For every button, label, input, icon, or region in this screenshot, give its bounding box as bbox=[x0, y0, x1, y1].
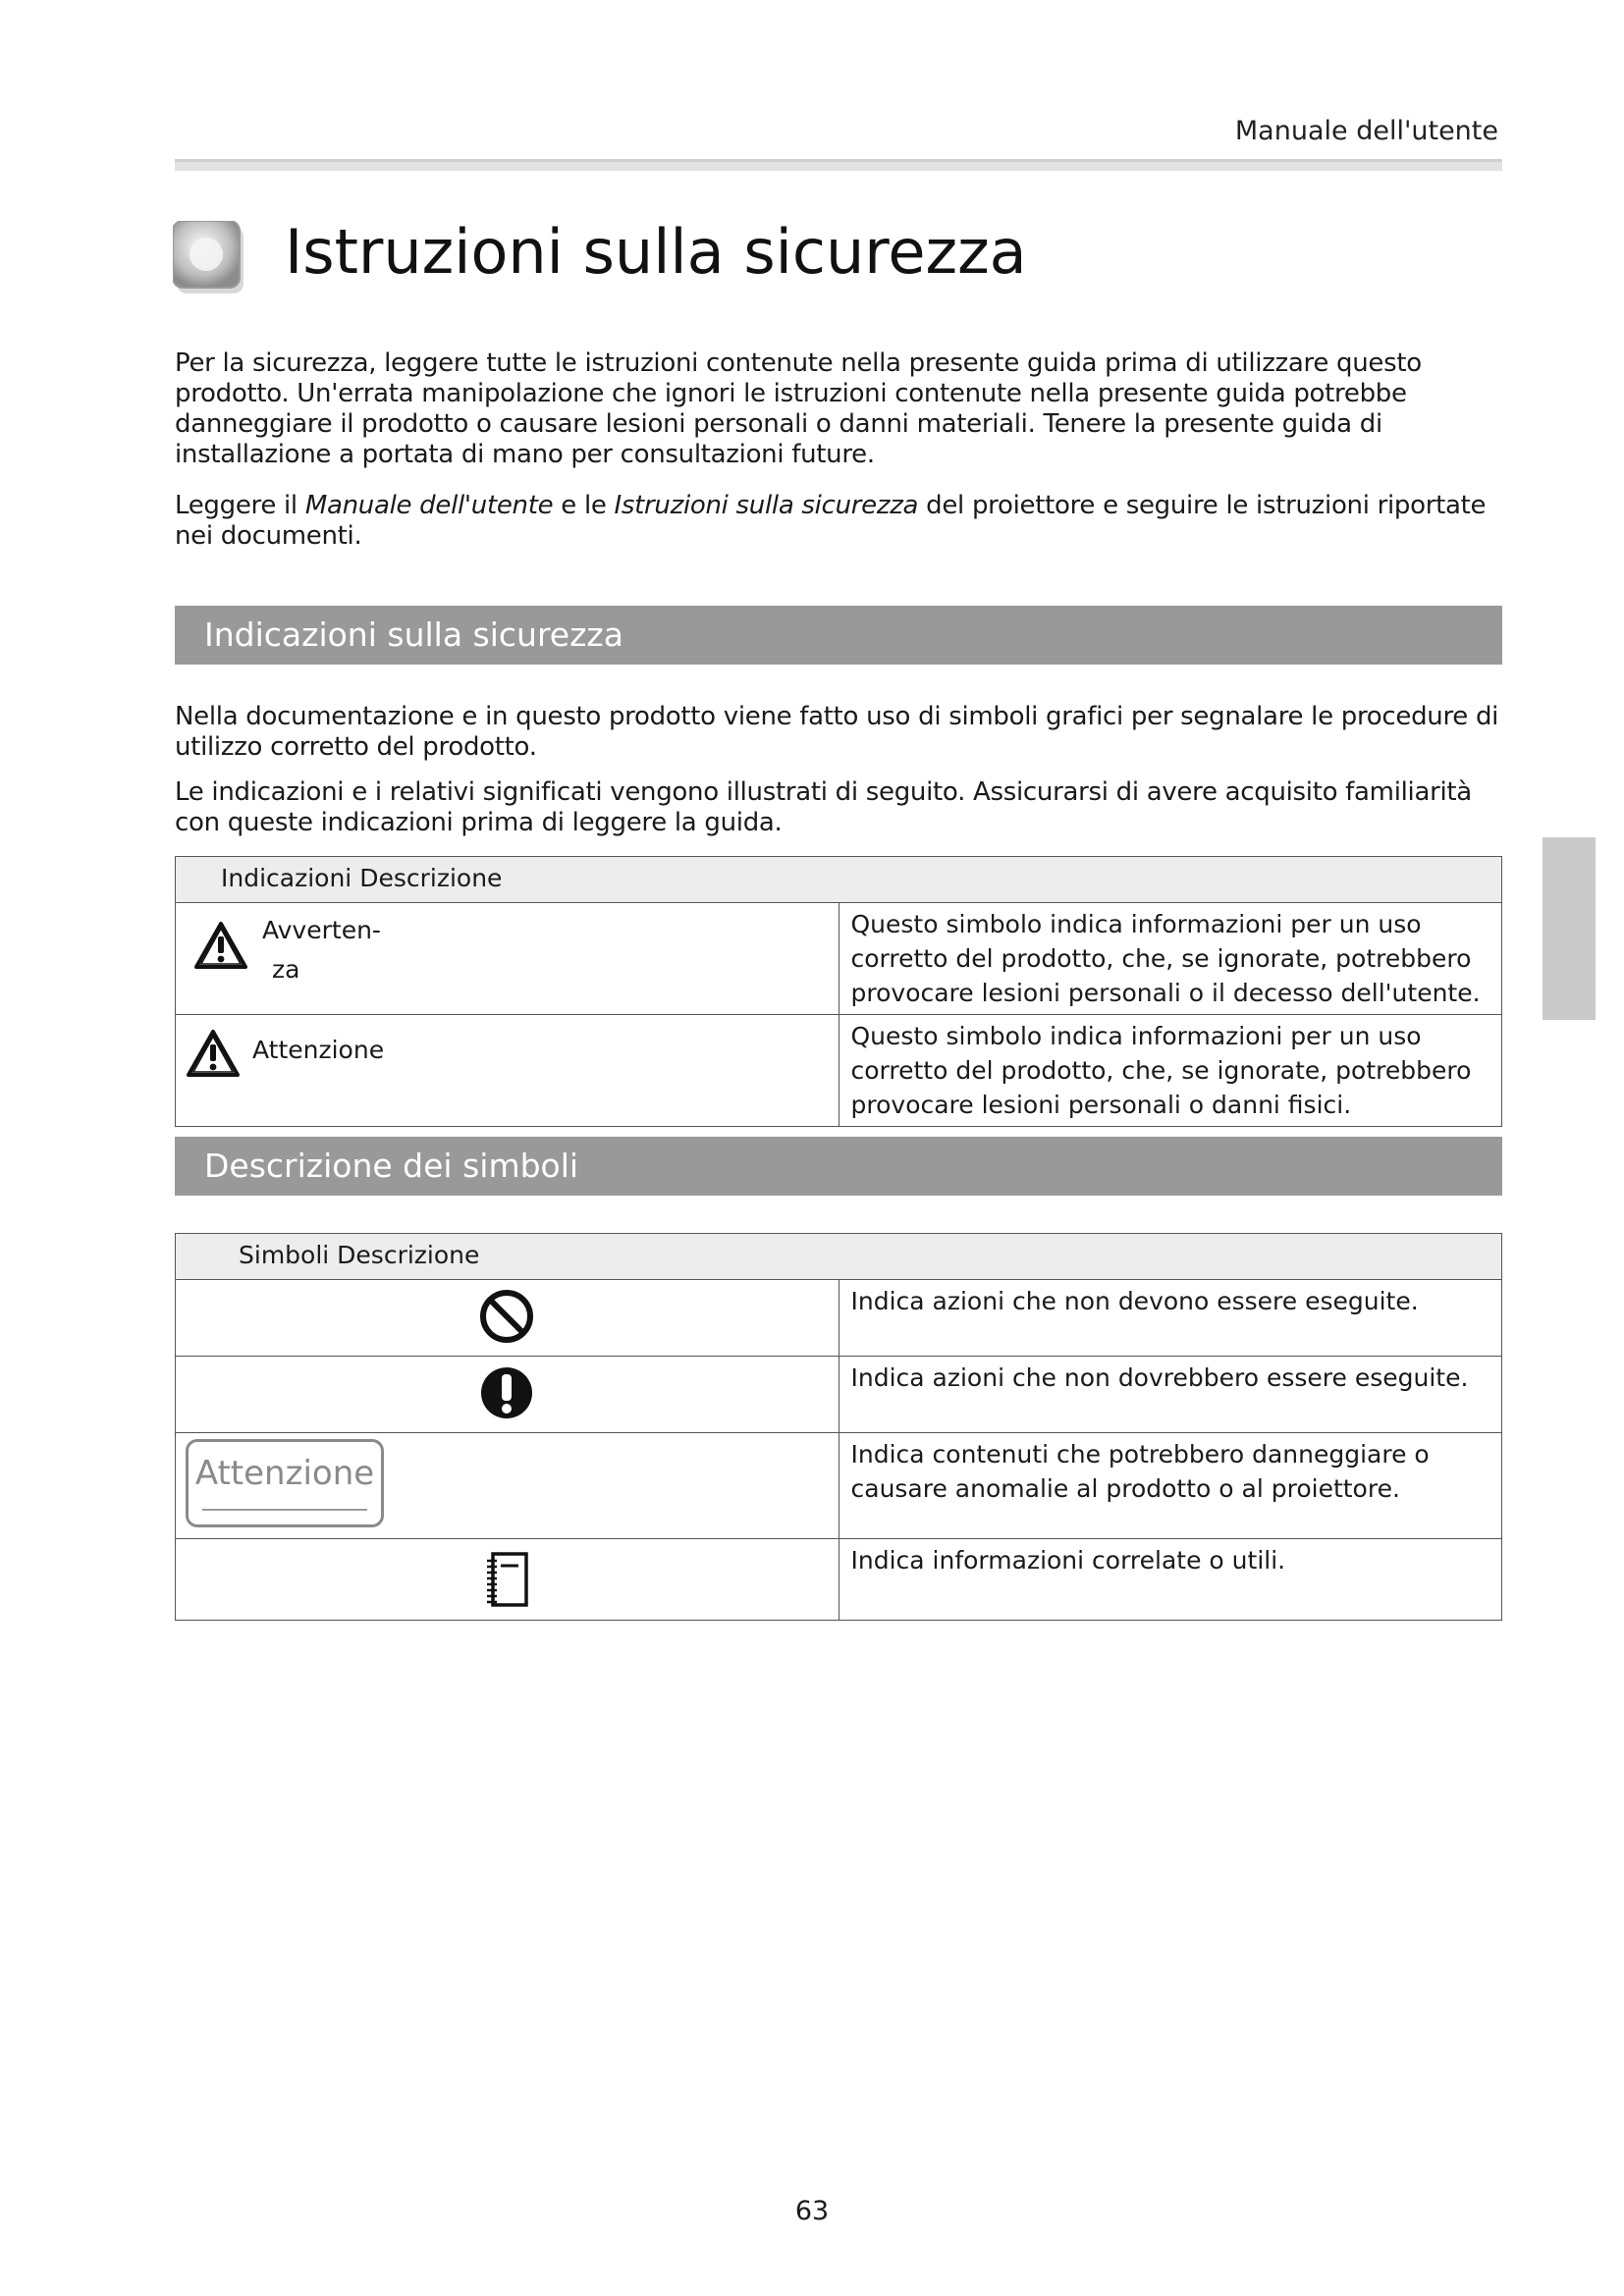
indication-label-line2: za bbox=[272, 955, 300, 984]
caution-box-text: Attenzione bbox=[194, 1454, 375, 1493]
symbols-table bbox=[175, 1233, 1502, 1621]
indication-cell bbox=[176, 903, 839, 1015]
symbol-cell bbox=[176, 1433, 839, 1539]
symbol-cell bbox=[176, 1357, 839, 1433]
chapter-icon bbox=[173, 221, 247, 295]
table-header: Indicazioni Descrizione bbox=[176, 857, 1502, 903]
table-row bbox=[176, 1280, 1502, 1357]
indication-cell bbox=[176, 1015, 839, 1127]
symbol-description: Indica informazioni correlate o utili. bbox=[839, 1539, 1502, 1621]
indication-label: Attenzione bbox=[252, 1036, 385, 1064]
table-row bbox=[176, 1433, 1502, 1539]
symbol-cell bbox=[176, 1280, 839, 1357]
table-header-row bbox=[176, 1234, 1502, 1280]
section1-paragraph-2: Le indicazioni e i relativi significati vengono illustrati di seguito. Assicurarsi di avere acquisito familiarità con queste indicazioni prima di leggere la guida. bbox=[175, 777, 1472, 837]
intro-paragraph-1: Per la sicurezza, leggere tutte le istruzioni contenute nella presente guida prima di utilizzare questo prodotto. Un'errata manipolazione che ignori le istruzioni contenute nella presente guida potrebbe danneggiare il prodotto o causare lesioni personali o danni materiali. Tenere la presente guida di installazione a portata di mano per consultazioni future. bbox=[175, 348, 1422, 469]
page-title: Istruzioni sulla sicurezza bbox=[285, 216, 1027, 288]
running-header: Manuale dell'utente bbox=[1234, 116, 1498, 146]
caution-box-rule bbox=[202, 1509, 367, 1511]
header-rule bbox=[175, 159, 1502, 171]
symbol-cell bbox=[176, 1539, 839, 1621]
table-header-row bbox=[176, 857, 1502, 903]
page-number: 63 bbox=[794, 2196, 830, 2226]
section-heading-safety-indications: Indicazioni sulla sicurezza bbox=[175, 606, 1502, 665]
indications-table bbox=[175, 856, 1502, 1127]
section-heading-symbols: Descrizione dei simboli bbox=[175, 1137, 1502, 1196]
table-row bbox=[176, 1539, 1502, 1621]
warning-triangle-icon bbox=[193, 921, 248, 970]
notebook-icon bbox=[481, 1550, 532, 1609]
prohibited-icon bbox=[479, 1289, 534, 1344]
intro-paragraph-2: Leggere il Manuale dell'utente e le Istruzioni sulla sicurezza del proiettore e seguire le istruzioni riportate nei documenti. bbox=[175, 491, 1487, 551]
warning-triangle-icon bbox=[186, 1029, 241, 1078]
mandatory-exclamation-icon bbox=[479, 1365, 534, 1420]
table-row bbox=[176, 903, 1502, 1015]
table-row bbox=[176, 1015, 1502, 1127]
indication-description: Questo simbolo indica informazioni per un uso corretto del prodotto, che, se ignorate, potrebbero provocare lesioni personali o il decesso dell'utente. bbox=[839, 903, 1502, 1015]
symbol-description: Indica azioni che non devono essere eseguite. bbox=[839, 1280, 1502, 1357]
chapter-side-tab bbox=[1543, 837, 1596, 1020]
symbol-description: Indica contenuti che potrebbero danneggiare o causare anomalie al prodotto o al proiettore. bbox=[839, 1433, 1502, 1539]
symbol-description: Indica azioni che non dovrebbero essere eseguite. bbox=[839, 1357, 1502, 1433]
indication-label-line1: Avverten- bbox=[262, 916, 381, 944]
caution-box-icon bbox=[186, 1439, 384, 1527]
indication-description: Questo simbolo indica informazioni per un uso corretto del prodotto, che, se ignorate, potrebbero provocare lesioni personali o danni fisici. bbox=[839, 1015, 1502, 1127]
table-row bbox=[176, 1357, 1502, 1433]
section1-paragraph-1: Nella documentazione e in questo prodotto viene fatto uso di simboli grafici per segnalare le procedure di utilizzo corretto del prodotto. bbox=[175, 702, 1499, 762]
table-header: Simboli Descrizione bbox=[176, 1234, 1502, 1280]
